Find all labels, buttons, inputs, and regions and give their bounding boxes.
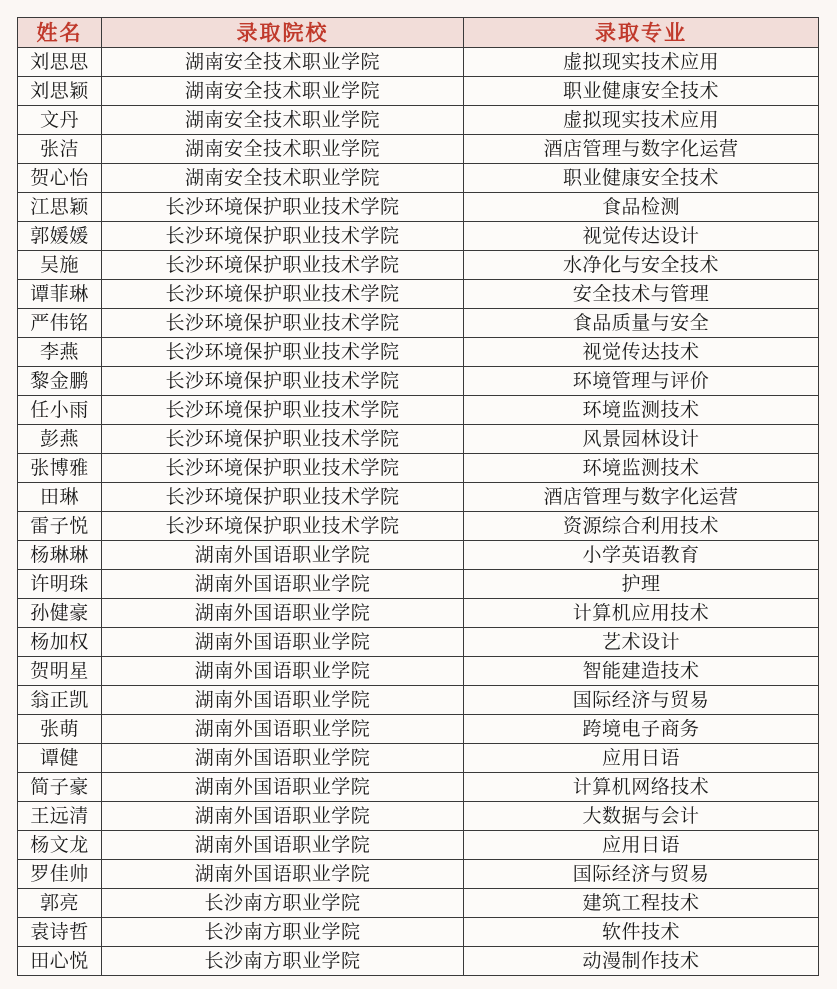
- table-row: [18, 860, 819, 889]
- major-cell: 计算机网络技术: [464, 773, 819, 802]
- student-name-cell: 彭燕: [18, 425, 102, 454]
- school-cell: 长沙环境保护职业技术学院: [102, 396, 464, 425]
- student-name-cell: 王远清: [18, 802, 102, 831]
- school-cell: 长沙环境保护职业技术学院: [102, 367, 464, 396]
- table-row: [18, 309, 819, 338]
- table-row: [18, 773, 819, 802]
- table-row: [18, 715, 819, 744]
- school-cell: 长沙环境保护职业技术学院: [102, 251, 464, 280]
- major-cell: 大数据与会计: [464, 802, 819, 831]
- table-body: [18, 48, 819, 976]
- student-name-cell: 谭健: [18, 744, 102, 773]
- student-name-cell: 张博雅: [18, 454, 102, 483]
- school-cell: 湖南安全技术职业学院: [102, 48, 464, 77]
- student-name-cell: 孙健豪: [18, 599, 102, 628]
- major-cell: 职业健康安全技术: [464, 77, 819, 106]
- major-cell: 视觉传达设计: [464, 222, 819, 251]
- major-cell: 酒店管理与数字化运营: [464, 483, 819, 512]
- school-cell: 长沙环境保护职业技术学院: [102, 483, 464, 512]
- table-row: [18, 802, 819, 831]
- student-name-cell: 贺心怡: [18, 164, 102, 193]
- table-row: [18, 106, 819, 135]
- major-cell: 国际经济与贸易: [464, 860, 819, 889]
- school-cell: 长沙环境保护职业技术学院: [102, 454, 464, 483]
- major-cell: 职业健康安全技术: [464, 164, 819, 193]
- student-name-cell: 郭亮: [18, 889, 102, 918]
- student-name-cell: 雷子悦: [18, 512, 102, 541]
- student-name-cell: 田琳: [18, 483, 102, 512]
- major-cell: 护理: [464, 570, 819, 599]
- school-cell: 湖南安全技术职业学院: [102, 135, 464, 164]
- school-cell: 湖南外国语职业学院: [102, 628, 464, 657]
- major-cell: 食品质量与安全: [464, 309, 819, 338]
- header-school: 录取院校: [102, 18, 464, 48]
- admission-table: [17, 17, 819, 976]
- major-cell: 国际经济与贸易: [464, 686, 819, 715]
- major-cell: 安全技术与管理: [464, 280, 819, 309]
- school-cell: 长沙环境保护职业技术学院: [102, 193, 464, 222]
- table-row: [18, 454, 819, 483]
- student-name-cell: 许明珠: [18, 570, 102, 599]
- student-name-cell: 黎金鹏: [18, 367, 102, 396]
- school-cell: 长沙南方职业学院: [102, 889, 464, 918]
- major-cell: 智能建造技术: [464, 657, 819, 686]
- major-cell: 虚拟现实技术应用: [464, 48, 819, 77]
- major-cell: 食品检测: [464, 193, 819, 222]
- student-name-cell: 江思颖: [18, 193, 102, 222]
- school-cell: 湖南外国语职业学院: [102, 860, 464, 889]
- school-cell: 长沙南方职业学院: [102, 947, 464, 976]
- table-row: [18, 280, 819, 309]
- school-cell: 长沙环境保护职业技术学院: [102, 512, 464, 541]
- school-cell: 湖南外国语职业学院: [102, 657, 464, 686]
- table-row: [18, 570, 819, 599]
- table-row: [18, 889, 819, 918]
- student-name-cell: 贺明星: [18, 657, 102, 686]
- table-row: [18, 193, 819, 222]
- major-cell: 酒店管理与数字化运营: [464, 135, 819, 164]
- major-cell: 水净化与安全技术: [464, 251, 819, 280]
- table-row: [18, 657, 819, 686]
- table-row: [18, 686, 819, 715]
- major-cell: 动漫制作技术: [464, 947, 819, 976]
- student-name-cell: 刘思思: [18, 48, 102, 77]
- major-cell: 计算机应用技术: [464, 599, 819, 628]
- student-name-cell: 田心悦: [18, 947, 102, 976]
- header-name: 姓名: [18, 18, 102, 48]
- table-row: [18, 512, 819, 541]
- student-name-cell: 杨加权: [18, 628, 102, 657]
- table-row: [18, 48, 819, 77]
- school-cell: 湖南外国语职业学院: [102, 541, 464, 570]
- table-row: [18, 396, 819, 425]
- table-row: [18, 831, 819, 860]
- school-cell: 长沙环境保护职业技术学院: [102, 280, 464, 309]
- major-cell: 环境监测技术: [464, 396, 819, 425]
- table-row: [18, 425, 819, 454]
- student-name-cell: 李燕: [18, 338, 102, 367]
- major-cell: 环境管理与评价: [464, 367, 819, 396]
- student-name-cell: 任小雨: [18, 396, 102, 425]
- student-name-cell: 袁诗哲: [18, 918, 102, 947]
- student-name-cell: 罗佳帅: [18, 860, 102, 889]
- major-cell: 应用日语: [464, 831, 819, 860]
- student-name-cell: 谭菲琳: [18, 280, 102, 309]
- student-name-cell: 张萌: [18, 715, 102, 744]
- major-cell: 建筑工程技术: [464, 889, 819, 918]
- student-name-cell: 杨琳琳: [18, 541, 102, 570]
- table-row: [18, 918, 819, 947]
- school-cell: 长沙环境保护职业技术学院: [102, 338, 464, 367]
- major-cell: 应用日语: [464, 744, 819, 773]
- table-row: [18, 599, 819, 628]
- table-header: [18, 18, 819, 48]
- school-cell: 湖南外国语职业学院: [102, 831, 464, 860]
- table-row: [18, 338, 819, 367]
- school-cell: 湖南外国语职业学院: [102, 744, 464, 773]
- table-row: [18, 222, 819, 251]
- table-row: [18, 744, 819, 773]
- major-cell: 小学英语教育: [464, 541, 819, 570]
- table-row: [18, 947, 819, 976]
- student-name-cell: 杨文龙: [18, 831, 102, 860]
- school-cell: 长沙环境保护职业技术学院: [102, 222, 464, 251]
- table-row: [18, 135, 819, 164]
- student-name-cell: 文丹: [18, 106, 102, 135]
- school-cell: 长沙南方职业学院: [102, 918, 464, 947]
- table-row: [18, 164, 819, 193]
- school-cell: 长沙环境保护职业技术学院: [102, 309, 464, 338]
- major-cell: 跨境电子商务: [464, 715, 819, 744]
- major-cell: 环境监测技术: [464, 454, 819, 483]
- school-cell: 湖南外国语职业学院: [102, 773, 464, 802]
- school-cell: 湖南外国语职业学院: [102, 570, 464, 599]
- major-cell: 艺术设计: [464, 628, 819, 657]
- student-name-cell: 张洁: [18, 135, 102, 164]
- table-row: [18, 483, 819, 512]
- major-cell: 软件技术: [464, 918, 819, 947]
- major-cell: 资源综合利用技术: [464, 512, 819, 541]
- school-cell: 湖南外国语职业学院: [102, 599, 464, 628]
- major-cell: 风景园林设计: [464, 425, 819, 454]
- table-row: [18, 251, 819, 280]
- table-row: [18, 628, 819, 657]
- student-name-cell: 翁正凯: [18, 686, 102, 715]
- school-cell: 湖南安全技术职业学院: [102, 106, 464, 135]
- major-cell: 虚拟现实技术应用: [464, 106, 819, 135]
- school-cell: 湖南外国语职业学院: [102, 686, 464, 715]
- student-name-cell: 严伟铭: [18, 309, 102, 338]
- student-name-cell: 简子豪: [18, 773, 102, 802]
- school-cell: 长沙环境保护职业技术学院: [102, 425, 464, 454]
- school-cell: 湖南安全技术职业学院: [102, 77, 464, 106]
- student-name-cell: 刘思颖: [18, 77, 102, 106]
- student-name-cell: 郭媛媛: [18, 222, 102, 251]
- table-row: [18, 541, 819, 570]
- major-cell: 视觉传达技术: [464, 338, 819, 367]
- school-cell: 湖南外国语职业学院: [102, 802, 464, 831]
- school-cell: 湖南外国语职业学院: [102, 715, 464, 744]
- table-row: [18, 367, 819, 396]
- student-name-cell: 吴施: [18, 251, 102, 280]
- header-row: [18, 18, 819, 48]
- school-cell: 湖南安全技术职业学院: [102, 164, 464, 193]
- header-major: 录取专业: [464, 18, 819, 48]
- table-row: [18, 77, 819, 106]
